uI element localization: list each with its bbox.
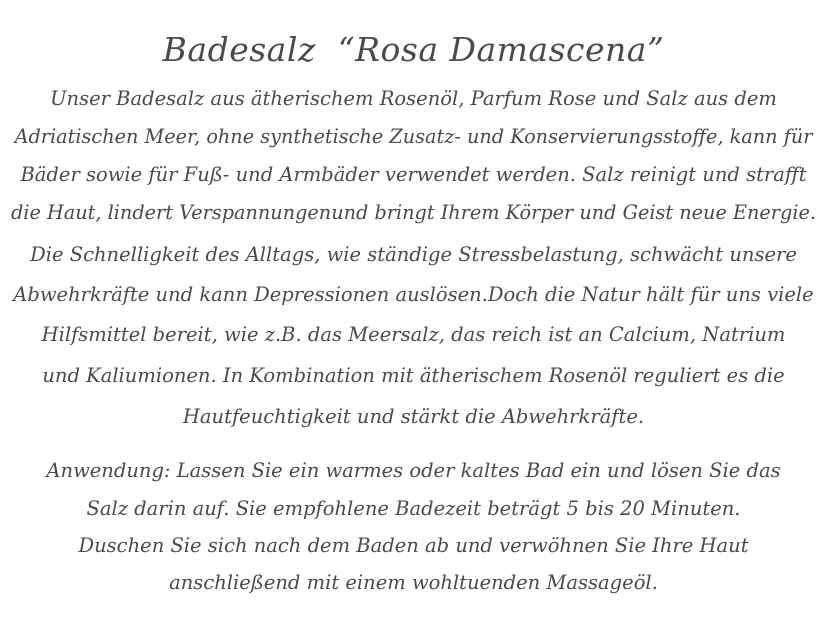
description-line: Bäder sowie für Fuß- und Armbäder verwendet werden. Salz reinigt und strafft — [20, 163, 807, 186]
description-line: Hautfeuchtigkeit und stärkt die Abwehrkräfte. — [182, 405, 645, 428]
description-line: Hilfsmittel bereit, wie z.B. das Meersalz, das reich ist an Calcium, Natrium — [41, 323, 786, 346]
usage-line: anschließend mit einem wohltuenden Massageöl. — [169, 571, 658, 594]
usage-line: Anwendung: Lassen Sie ein warmes oder kaltes Bad ein und lösen Sie das — [46, 459, 781, 482]
product-title-category: Badesalz — [162, 30, 316, 69]
description-line: die Haut, lindert Verspannungenund bringt Ihrem Körper und Geist neue Energie. — [10, 201, 816, 224]
product-title-variant: “Rosa Damascena” — [337, 30, 665, 69]
description-line: und Kaliumionen. In Kombination mit ätherischem Rosenöl reguliert es die — [42, 364, 785, 387]
usage-line: Duschen Sie sich nach dem Baden ab und verwöhnen Sie Ihre Haut — [78, 534, 749, 557]
description-line: Adriatischen Meer, ohne synthetische Zusatz- und Konservierungsstoffe, kann für — [14, 125, 813, 148]
description-line: Unser Badesalz aus ätherischem Rosenöl, Parfum Rose und Salz aus dem — [50, 87, 777, 110]
description-line: Abwehrkräfte und kann Depressionen auslösen.Doch die Natur hält für uns viele — [13, 283, 814, 306]
product-title — [0, 28, 827, 72]
description-line: Die Schnelligkeit des Alltags, wie ständige Stressbelastung, schwächt unsere — [30, 243, 797, 266]
usage-line: Salz darin auf. Sie empfohlene Badezeit beträgt 5 bis 20 Minuten. — [86, 497, 741, 520]
